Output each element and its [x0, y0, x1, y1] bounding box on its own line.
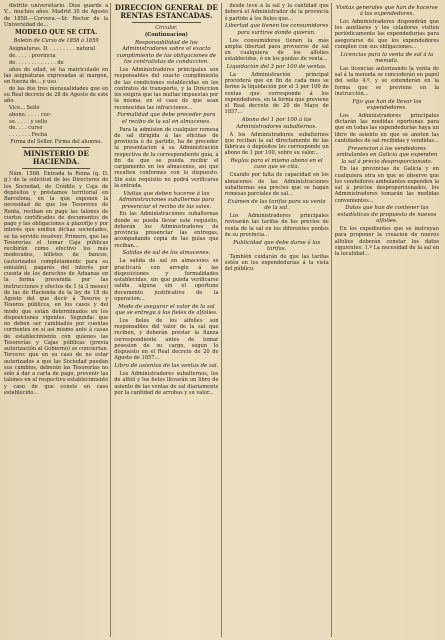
section-heading: Reglas para el mismo abono en el caso que se cita. — [230, 158, 323, 171]
section-heading: Visitas que deben hacerse á las Administraciones subalternas para presenciar el recibo de las sales. — [118, 190, 215, 210]
assignment-line-5: de las dos tres mensualidades que en su Real decreto de 28 de Agosto de este año. — [4, 85, 109, 105]
section-heading: Responsabilidad de los Administradores sobre el exacto cumplimiento de las obligaciones de los contratistas de conduccion. — [116, 40, 217, 66]
section-heading: Libertad que tienen los consumidores para surtirse donde quieran. — [224, 23, 329, 36]
paragraph: Las licencias autorizando la venta de sal á la menuda se concederán en papel del sello 4.º, y se extenderán en la forma que se previene en la instrucción... — [334, 65, 439, 97]
continuation-label: (Continuacion) — [144, 32, 188, 39]
paragraph: Los Administradores principales dictarán las medidas oportunas para que en todas las expendedurías haya un libro de asiento en que se anoten las cantidades de sal recibidas y vendidas... — [334, 112, 439, 144]
divider — [132, 22, 200, 23]
paragraph: Para la admision de cualquier remesa de sal dirigida á las oficinas de provincia ó de partido, ha de preceder la presentacion á su Administración respectiva de la correspondiente guía, á fin de que se pueda recibir el cargamento en los almacenes, así que resulten conformes con lo dispuesto. Sin este requisito no podrá verificarse la entrada. — [114, 126, 219, 189]
paragraph: Cuando por falta de capacidad en los almacenes de las Administraciones subalternas sea preciso que se hagan remesas parciales de sal... — [224, 172, 329, 198]
paragraph: Los Administradores principales son responsables del exacto cumplimiento de las condiciones establecidas en los contratos de transporte, y la Direccion les exigirá que las multas impuestas por la misma, en el caso de que sean reconocidas las infracciones... — [114, 67, 219, 111]
column-2 — [114, 3, 221, 637]
top-paragraph: distrito universitario. Dios guarde á V... muchos años. Madrid 30 de Agosto de 1858.—Corvera.—Sr. Rector de la Universidad de... — [4, 3, 109, 28]
paragraph: Los fieles de los alfolíes son responsables del valor de la sal que reciben, y deberán prestar la fianza correspondiente antes de tomar posesion de su cargo, segun lo dispuesto en el Real decreto de 20 de Agosto de 1857... — [114, 317, 219, 362]
section-heading: Publicidad que debe darse á las tarifas. — [233, 239, 321, 253]
assignment-line-9: de. . . . curso — [9, 125, 43, 132]
section-heading: Libro de asientos de las ventas de sal. — [114, 363, 219, 370]
model-slogan: MODELO QUE SE CITA. — [15, 29, 98, 36]
assignment-line-6: Vice... Sello — [9, 105, 40, 112]
divider — [22, 147, 90, 148]
assignment-line-8: so. . . . . y sello — [9, 118, 48, 125]
paragraph: Los Administradores dispondrán que los auxiliares y los celadores visiten periódicamente las expendedurías para asegurarse de que los expendedores cumplen con sus obligaciones... — [334, 18, 439, 50]
section-heading: Abono del 1 por 100 á los Administradores subalternos. — [236, 117, 318, 130]
section-heading: Licencias para la venta de sal á la menuda. — [340, 51, 434, 64]
assignment-line-3: de. . . . . . . . . . . . . de — [9, 59, 64, 66]
paragraph: La salida de sal en almacenes se practicará con arreglo á las disposiciones y formalidades establecidas, sin que pueda verificarse salida alguna sin el oportuno documento justificativo de la operacion... — [114, 258, 219, 302]
boletin-line: Boletin de Curso de 1858 á 1859 — [13, 38, 99, 45]
paragraph: Los Administradores principales revisarán las tarifas de los precios de venta de la sal en los diferentes puntos de su provincia... — [224, 213, 329, 238]
assignment-line-4: años de edad, se ha matriculado en las asignaturas expresadas al margen, en fuerza de... y uso — [4, 66, 109, 86]
paragraph: En las Administraciones subalternas donde se pueda llevar este requisito, deberán los Administradores de provincia presenciar las entregas, acompañando copia de las guías que reciban... — [114, 211, 219, 249]
direction-heading: DIRECCION GENERAL DE RENTAS ESTANCADAS. — [114, 3, 218, 20]
circular-label: Circular. — [155, 25, 178, 31]
paragraph: Los Administradores subalternos, los de alfolí y los fieles llevarán un libro de asiento de las ventas de sal diariamente por la cantidad de arrobas y su valor... — [114, 371, 219, 396]
section-heading: Fijo que han de llevar los expendedores. — [352, 98, 422, 112]
paragraph: Los consumidores tienen la más amplia libertad para proveerse de sal en cualquiera de los alfolíes establecidos, ó en los puntos de venta... — [224, 37, 329, 63]
assignment-line-2: de. . . . . provincia — [9, 53, 56, 60]
section-heading: Liquidación del 3 por 100 de ventas. — [226, 64, 327, 71]
paragraph: La Administración principal procederá que en fin de cada mes se forme la liquidación por el 3 por 100 de ventas que corresponde á los expendedores, en la forma que previene el Real decreto de 20 de Mayo de 1857... — [224, 71, 329, 116]
ministry-paragraph: Núm. 1508. Entrada la Reina (q. D. g.) de la solicitud de los Directores de los Sociedad, de Crédito y Caja de depósitos y préstamos territorial en Barcelona, en la que exponen la necesidad de que los Tesoreros de Renta, reciban en pago las talones de ciertos certificados de documentos de pago y las obligaciones á plazofijo y por interés que emiten dichas sociedades, se ha servido resolver. Primero, que las Tesorerías el tomar Caja públicas recibirán como efectivo los más moderados, billetes de bancos, (autorizados completamente para su emisión), pagarés del interés por cuenta de los derechos de Aduanas en la forma prevenida por las instrucciones y efectos de 1 (á 3 meses) de las de Hacienda de la ley de 18 de Agosto del que decir á Tesoros y Tesoros públicos, en los casos y del modo que están determinados en los disposiciones vigentes. Segunda: que no deben ser cambiados por cuentas corrientes en sí así mismo ante á casas de establecimiento con quienes las Tesorerías y Cajas públicas (previa autorización al Gobierno) se conciertan. Tercero: que en su caso de no estar autorizados a que las Sociedad puedan sus cambios, deberán las Tesorerías no solo á dar a carta de pago, prevenir las talones en al respectivo establecimiento y caso de que conste en caso establecido... — [4, 171, 109, 396]
column-1 — [4, 3, 111, 637]
section-heading: Visitas generales que han de hacerse á los expendedores. — [335, 4, 438, 17]
section-heading: Prevencion á los vendedores ambulantes en Galicia que expenden la sal á precio desproporcionado. — [336, 145, 438, 165]
divider — [22, 168, 90, 169]
ministry-heading: MINISTERIO DE HACIENDA. — [23, 149, 89, 167]
assignment-line-1: Asignaturas. D. . . . . . . . . natural — [9, 46, 95, 53]
section-heading: Datos que han de contener las estadísticas de propuesta de nuevos alfolíes. — [337, 205, 437, 225]
paragraph: En las provincias de Galicia y en cualquiera otra en que se observe que los vendedores ambulantes expenden la sal á precios desproporcionados, los Administradores tomarán las medidas convenientes... — [334, 166, 439, 204]
paragraph: También cuidarán de que las tarifas estén en los expendedurías á la vista del público. — [224, 253, 329, 273]
section-heading: Exámen de las tarifas para su venta de la sal. — [227, 198, 326, 212]
assignment-line-7: abono. . . . . cur- — [9, 111, 52, 118]
assignment-line-10: . . . . . . . Fecha — [9, 132, 48, 139]
column-4 — [335, 3, 441, 637]
section-heading: Formalidad que debe preceder para el recibo de la sal en almacenes. — [117, 112, 216, 125]
paragraph: En los expedientes que se instruyan para proponer la creacion de nuevos alfolíes deberán constar los datos siguientes: 1.º La necesidad de la sal en la localidad... — [334, 226, 439, 258]
column-3 — [225, 3, 332, 637]
section-heading: Salidas de sal de los almacenes. — [122, 250, 211, 257]
section-heading: Modo de asegurar el valor de la sal que se entrega á los fieles de alfolíes. — [115, 303, 218, 316]
sign-line: Firma del Sellor. Firma del alumno. — [10, 138, 103, 145]
paragraph: A los Administradores subalternos que reciban la sal directamente de las fábricas ó depósitos les corresponde un abono de 1 por 100, sobre su valor... — [224, 131, 329, 157]
paragraph: desde leve á la sal y la cantidad que deberá el Administrador de la provincia ó partido á los fieles que... — [224, 3, 329, 22]
